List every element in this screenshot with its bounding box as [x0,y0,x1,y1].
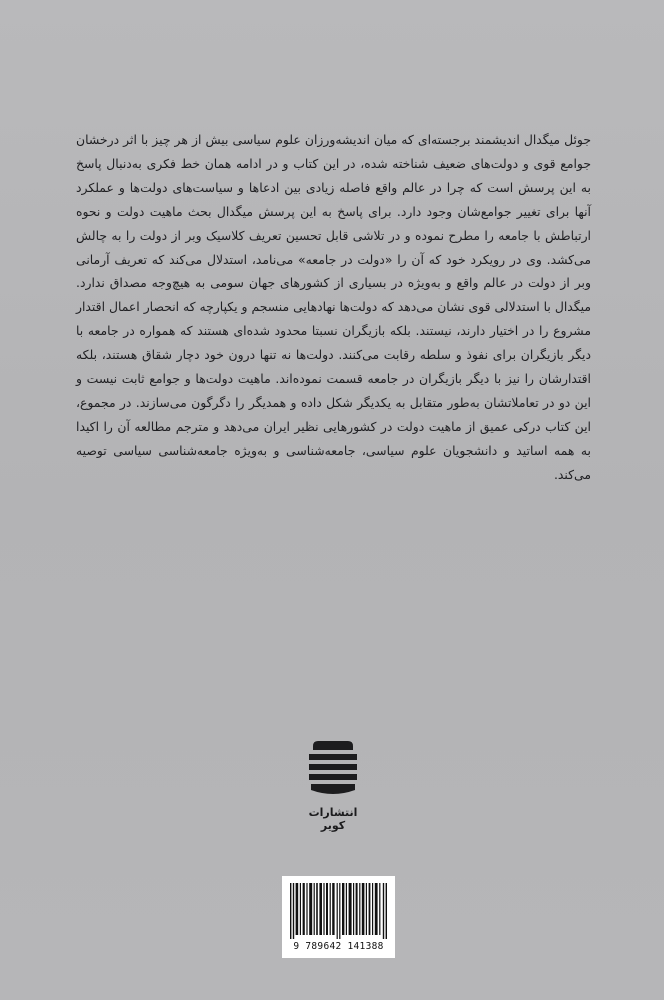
stacked-lines-publisher-logo-icon [307,738,359,800]
barcode [282,876,395,958]
barcode-bars [290,883,387,939]
isbn-number: 9 789642 141388 [293,941,384,952]
blurb-paragraph: جوئل میگدال اندیشمند برجسته‌ای که میان اندیشه‌ورزان علوم سیاسی بیش از هر چیز با اثر درخشان جوامع قوی و دولت‌های ضعیف شناخته شده، در این کتاب و در ادامه همان خط فکری به‌دنبال پاسخ به این پرسش است که چرا در عالم واقع فاصله زیادی بین ادعاها و سیاست‌های دولت‌ها و عملکرد آنها برای تغییر جوامع‌شان وجود دارد. برای پاسخ به این پرسش میگدال بحث ماهیت دولت و نحوه ارتباطش با جامعه را مطرح نموده و در تلاشی قابل تحسین تعریف کلاسیک وبر از دولت را به چالش می‌کشد. وی در رویکرد خود که آن را «دولت در جامعه» می‌نامد، استدلال می‌کند که تعریف آرمانی وبر از دولت در عالم واقع و به‌ویژه در بسیاری از کشورهای جهان سومی به هیچ‌وجه مصداق ندارد. میگدال با استدلالی قوی نشان می‌دهد که دولت‌ها نهادهایی منسجم و یکپارچه که انحصار اعمال اقتدار مشروع را در اختیار دارند، نیستند. بلکه بازیگران نسبتا محدود شده‌ای هستند که همواره در جامعه با دیگر بازیگران برای نفوذ و سلطه رقابت می‌کنند. دولت‌ها نه تنها درون خود دچار شقاق هستند، بلکه اقتدارشان را نیز با دیگر بازیگران در جامعه قسمت نموده‌اند. ماهیت دولت‌ها و جوامع ثابت نیست و این دو در تعاملاتشان به‌طور متقابل به یکدیگر شکل داده و همدیگر را دگرگون می‌سازند. در مجموع، این کتاب درکی عمیق از ماهیت دولت در کشورهایی نظیر ایران می‌دهد و مترجم مطالعه آن را اکیدا به همه اساتید و دانشجویان علوم سیاسی، جامعه‌شناسی و به‌ویژه جامعه‌شناسی سیاسی توصیه می‌کند. [76,132,591,482]
blurb-text [76,128,591,487]
publisher-name: انتشارات کویر [308,806,358,832]
publisher-logo [297,738,369,838]
